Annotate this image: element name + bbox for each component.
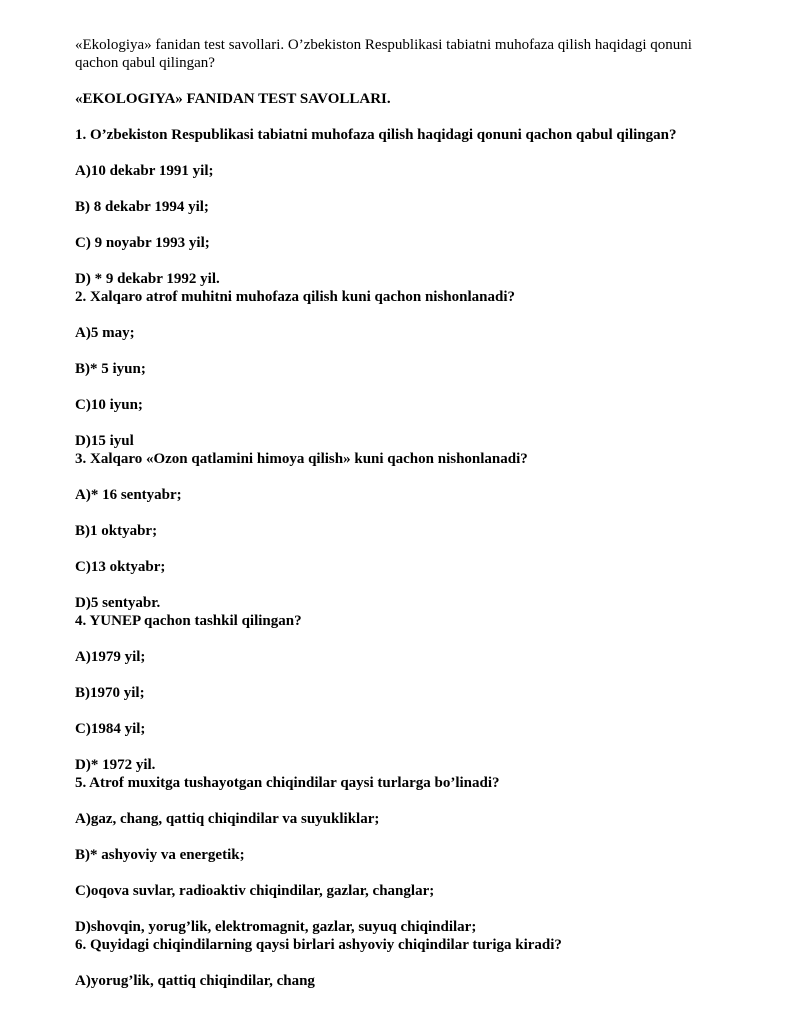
- answer-option: D)* 1972 yil.: [75, 757, 156, 773]
- question-text: 3. Xalqaro «Ozon qatlamini himoya qilish» kuni qachon nishonlanadi?: [75, 451, 528, 467]
- answer-option: A)10 dekabr 1991 yil;: [75, 163, 214, 179]
- answer-option: C)13 oktyabr;: [75, 559, 166, 575]
- answer-option: A)gaz, chang, qattiq chiqindilar va suyukliklar;: [75, 811, 380, 827]
- answer-option: D)15 iyul: [75, 433, 134, 449]
- document-page: [75, 36, 735, 990]
- question-block: [75, 936, 735, 990]
- answer-option: D)5 sentyabr.: [75, 595, 161, 611]
- question-block: [75, 126, 735, 288]
- answer-option: C)oqova suvlar, radioaktiv chiqindilar, gazlar, changlar;: [75, 883, 435, 899]
- answer-option: B)* ashyoviy va energetik;: [75, 847, 245, 863]
- answer-option: C)1984 yil;: [75, 721, 146, 737]
- answer-option: D)shovqin, yorug’lik, elektromagnit, gazlar, suyuq chiqindilar;: [75, 919, 477, 935]
- question-text: 4. YUNEP qachon tashkil qilingan?: [75, 613, 302, 629]
- answer-option: B)* 5 iyun;: [75, 361, 146, 377]
- question-block: [75, 450, 735, 612]
- question-block: [75, 612, 735, 774]
- question-text: 1. O’zbekiston Respublikasi tabiatni muhofaza qilish haqidagi qonuni qachon qabul qilingan?: [75, 127, 677, 143]
- question-text: 2. Xalqaro atrof muhitni muhofaza qilish kuni qachon nishonlanadi?: [75, 289, 515, 305]
- answer-option: A)yorug’lik, qattiq chiqindilar, chang: [75, 973, 315, 989]
- answer-option: B)1970 yil;: [75, 685, 145, 701]
- answer-option: A)1979 yil;: [75, 649, 146, 665]
- answer-option: C)10 iyun;: [75, 397, 143, 413]
- question-text: 6. Quyidagi chiqindilarning qaysi birlari ashyoviy chiqindilar turiga kiradi?: [75, 937, 562, 953]
- document-heading: «EKOLOGIYA» FANIDAN TEST SAVOLLARI.: [75, 91, 391, 107]
- answer-option: B)1 oktyabr;: [75, 523, 158, 539]
- question-block: [75, 288, 735, 450]
- answer-option: A)5 may;: [75, 325, 135, 341]
- answer-option: D) * 9 dekabr 1992 yil.: [75, 271, 220, 287]
- document-intro: «Ekologiya» fanidan test savollari. O’zbekiston Respublikasi tabiatni muhofaza qilish haqidagi qonuni qachon qabul qilingan?: [75, 37, 692, 71]
- answer-option: A)* 16 sentyabr;: [75, 487, 182, 503]
- question-block: [75, 774, 735, 936]
- answer-option: B) 8 dekabr 1994 yil;: [75, 199, 209, 215]
- answer-option: C) 9 noyabr 1993 yil;: [75, 235, 210, 251]
- question-text: 5. Atrof muxitga tushayotgan chiqindilar qaysi turlarga bo’linadi?: [75, 775, 500, 791]
